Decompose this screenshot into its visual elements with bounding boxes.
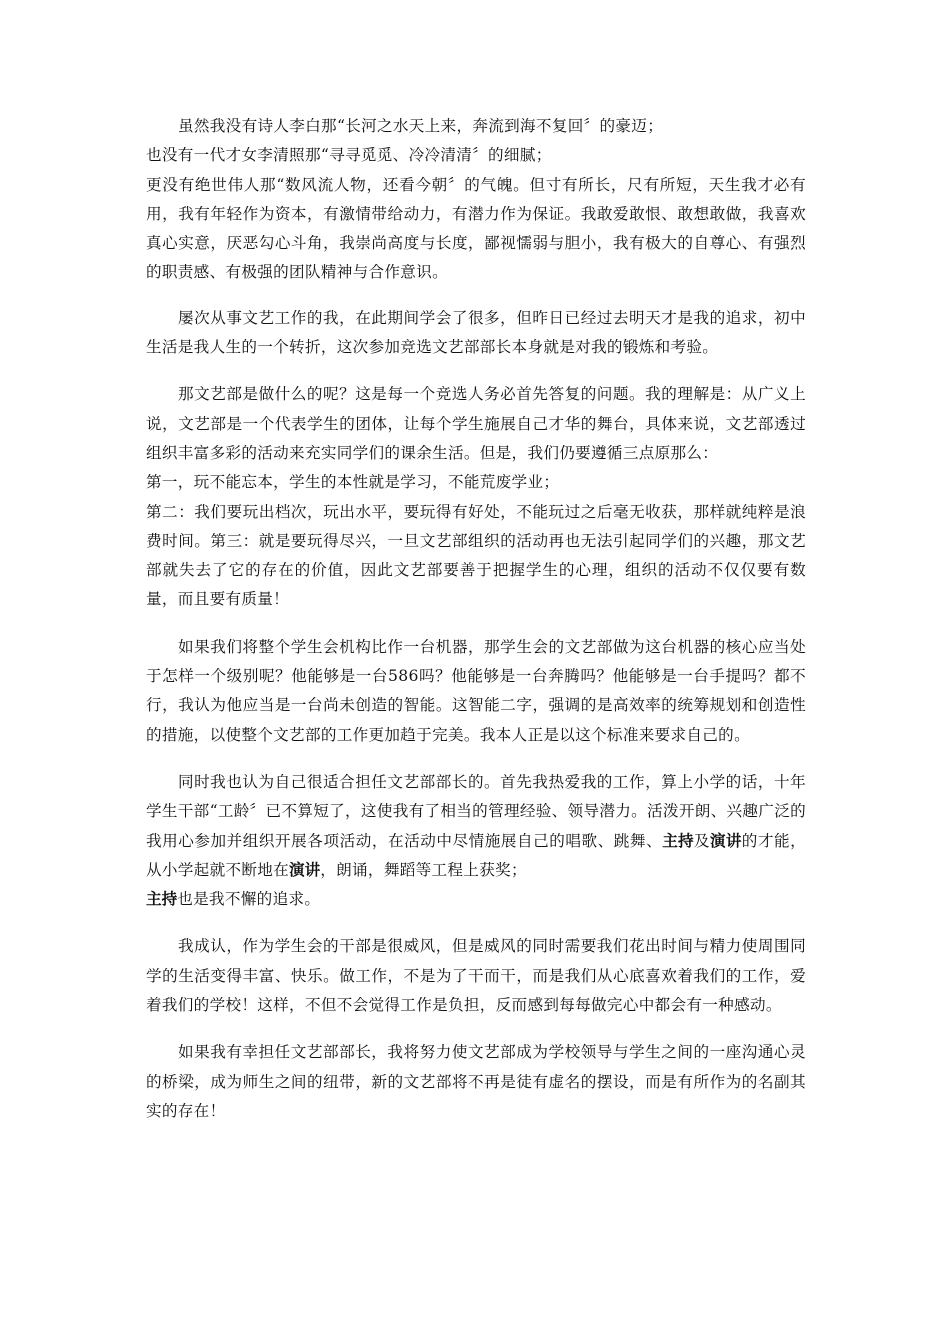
paragraph-5-text-e: 也是我不懈的追求。 — [177, 890, 321, 909]
paragraph-4: 如果我们将整个学生会机构比作一台机器，那学生会的文艺部做为这台机器的核心应当处于怎样一个级别呢？他能够是一台586吗？他能够是一台奔腾吗？他能够是一台手提吗？都不行，我认为他应当是一台尚未创造的智能。这智能二字，强调的是高效率的统筹规划和创造性的措施，以使整个文艺部的工作更加趋于完美。我本人正是以这个标准来要求自己的。 — [146, 637, 806, 744]
paragraph-3-line-2: 第一，玩不能忘本，学生的本性就是学习，不能荒废学业； — [146, 473, 560, 492]
paragraph-5-text-d: ，朗诵，舞蹈等工程上获奖； — [320, 860, 527, 879]
paragraph-5-text-c: 的才能，从小学起就不断地在 — [146, 831, 806, 879]
keyword-speech-1: 演讲 — [710, 831, 742, 850]
paragraph-5 — [146, 768, 806, 914]
paragraph-3-line-3: 第二：我们要玩出档次，玩出水平，要玩得有好处，不能玩过之后毫无收获，那样就纯粹是浪费时间。第三：就是要玩得尽兴，一旦文艺部组织的活动再也无法引起同学们的兴趣，那文艺部就失去了它的存在的价值，因此文艺部要善于把握学生的心理，组织的活动不仅仅要有数量，而且要有质量！ — [146, 502, 806, 609]
paragraph-5-line-2 — [146, 885, 806, 914]
paragraph-3 — [146, 380, 806, 614]
keyword-host-1: 主持 — [662, 831, 694, 850]
paragraph-3-line-1: 那文艺部是做什么的呢？这是每一个竞选人务必首先答复的问题。我的理解是：从广义上说，文艺部是一个代表学生的团体，让每个学生施展自己才华的舞台，具体来说，文艺部透过组织丰富多彩的活动来充实同学们的课余生活。但是，我们仍要遵循三点原那么： — [146, 385, 806, 462]
paragraph-7: 如果我有幸担任文艺部部长，我将努力使文艺部成为学校领导与学生之间的一座沟通心灵的桥梁，成为师生之间的纽带，新的文艺部将不再是徒有虚名的摆设，而是有所作为的名副其实的存在！ — [146, 1043, 806, 1120]
paragraph-1-line-3: 更没有绝世伟人那“数风流人物，还看今朝〞的气魄。但寸有所长，尺有所短，天生我才必有用，我有年轻作为资本，有激情带给动力，有潜力作为保证。我敢爱敢恨、敢想敢做，我喜欢真心实意，厌恶勾心斗角，我崇尚高度与长度，鄙视懦弱与胆小，我有极大的自尊心、有强烈的职责感、有极强的团队精神与合作意识。 — [146, 175, 806, 282]
paragraph-2: 屡次从事文艺工作的我，在此期间学会了很多，但昨日已经过去明天才是我的追求，初中生活是我人生的一个转折，这次参加竞选文艺部部长本身就是对我的锻炼和考验。 — [146, 308, 806, 357]
document-body — [146, 112, 806, 1144]
paragraph-1-line-2: 也没有一代才女李清照那“寻寻觅觅、冷冷清清〞的细腻； — [146, 146, 552, 165]
paragraph-5-text-b: 及 — [693, 831, 711, 850]
paragraph-5-line-1 — [146, 768, 806, 885]
paragraph-1-line-1: 虽然我没有诗人李白那“长河之水天上来，奔流到海不复回〞的豪迈； — [178, 117, 664, 135]
paragraph-6: 我成认，作为学生会的干部是很威风，但是威风的同时需要我们花出时间与精力使周围同学的生活变得丰富、快乐。做工作，不是为了干而干，而是我们从心底喜欢着我们的工作，爱着我们的学校！这样，不但不会觉得工作是负担，反而感到每每做完心中都会有一种感动。 — [146, 937, 806, 1015]
keyword-speech-2: 演讲 — [289, 860, 321, 879]
keyword-host-2: 主持 — [146, 890, 178, 909]
paragraph-5-text-a: 同时我也认为自己很适合担任文艺部部长的。首先我热爱我的工作，算上小学的话，十年学生干部“工龄〞已不算短了，这使我有了相当的管理经验、领导潜力。活泼开朗、兴趣广泛的我用心参加并组织开展各项活动，在活动中尽情施展自己的唱歌、跳舞、 — [146, 772, 806, 850]
paragraph-1 — [146, 112, 806, 288]
